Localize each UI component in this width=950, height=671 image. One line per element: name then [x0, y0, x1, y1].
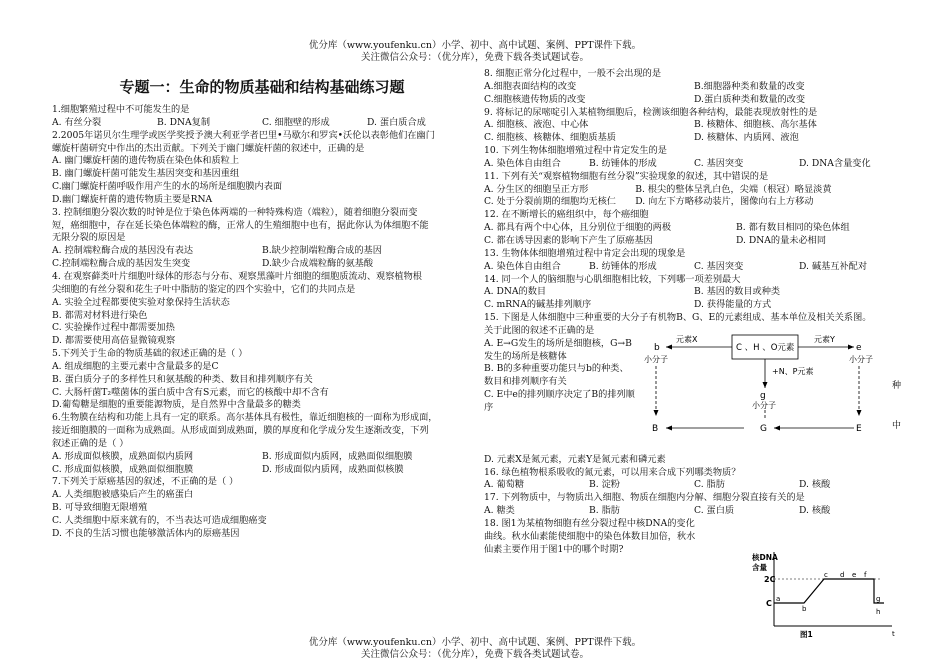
label-element-box: C 、H 、O元素 [736, 342, 795, 353]
option: A. 都具有两个中心体，且分别位于细胞的两极 [484, 222, 672, 234]
option: B. 幽门螺旋杆菌可能发生基因突变和基因重组 [52, 168, 240, 180]
option: B. 都需对材料进行染色 [52, 309, 148, 321]
q13-stem: 13. 生物体体细胞增殖过程中肯定会出现的现象是 [484, 247, 686, 259]
q3-options-row2 [52, 258, 472, 271]
arrow-head [654, 410, 659, 416]
footer-line-1: 优分库（www.youfenku.cn）小学、初中、高中试题、案例、PPT课件下载。 [308, 637, 642, 648]
q18-stem-3: 仙素主要作用于图1中的哪个时期? [484, 543, 624, 555]
option: C.细胞核遗传物质的改变 [484, 93, 586, 105]
y-tick-c: C [766, 599, 772, 608]
point-a: a [776, 595, 781, 603]
option: D.幽门螺旋杆菌的遗传物质主要是RNA [52, 193, 213, 205]
arrow-head [666, 344, 672, 349]
label-side-2: 中 [892, 420, 902, 431]
q12-stem: 12. 在不断增长的癌组织中，每个癌细胞 [484, 209, 649, 221]
option: C. mRNA的碱基排列顺序 [484, 299, 592, 311]
q8-stem: 8. 细胞正常分化过程中，一般不会出现的是 [484, 68, 662, 79]
header-line-2: 关注微信公众号：（优分库），免费下载各类试题试卷。 [360, 52, 589, 63]
q2-stem-1: 2.2005年诺贝尔生理学或医学奖授予澳大利亚学者巴里•马歇尔和罗宾•沃伦以表彰他们在幽门 [52, 129, 435, 141]
option: C. E中e的排列顺序决定了B的排列顺序 [484, 389, 635, 413]
option: C. 大肠杆菌T₂噬菌体的蛋白质中含有S元素，而它的核酸中却不含有 [52, 386, 329, 398]
option: D. 都需要使用高倍显微镜观察 [52, 335, 176, 347]
option: A. 形成面似核膜，成熟面似内质网 [52, 450, 194, 462]
option: B. 脂肪 [589, 505, 620, 517]
option: B. 纺锤体的形成 [589, 260, 657, 272]
option: A. 幽门螺旋杆菌的遗传物质在染色体和质粒上 [52, 155, 240, 167]
option: D. 不良的生活习惯也能够激活体内的原癌基因 [52, 527, 240, 539]
option: A. 实验全过程都要使实验对象保持生活状态 [52, 296, 230, 308]
q17-options [484, 505, 904, 518]
option: B. 基因的数目或种类 [694, 286, 781, 298]
option: B. 都有数目相同的染色体组 [736, 222, 850, 234]
option: C. 脂肪 [694, 479, 725, 491]
q11-options-row2 [484, 196, 904, 209]
label-small-molecule: 小分子 [849, 354, 873, 364]
option: B. B的多种重要功能只与b的种类、数目和排列顺序有关 [484, 363, 629, 388]
q6-stem-1: 6.生物膜在结构和功能上具有一定的联系。高尔基体具有极性，靠近细胞核的一面称为形成面， [52, 412, 438, 424]
option: C. 处于分裂前期的细胞均无核仁 [484, 196, 616, 208]
footer-line-2: 关注微信公众号：（优分库），免费下载各类试题试卷。 [360, 649, 589, 660]
q7-stem: 7.下列关于原癌基因的叙述，不正确的是（ ） [52, 476, 239, 488]
option: D. 形成面似内质网，成熟面似核膜 [262, 463, 404, 475]
q6-options-row1 [52, 451, 472, 464]
q8-options-row2 [484, 94, 904, 107]
option: D. 核糖体、内质网、液泡 [694, 132, 799, 144]
q14-stem: 14. 同一个人的脑细胞与心肌细胞相比较，下列哪一项差别最大 [484, 273, 741, 285]
q18-stem-1: 18. 图1为某植物细胞有丝分裂过程中核DNA的变化 [484, 517, 695, 529]
arrow-head [848, 344, 854, 349]
option: C. 基因突变 [694, 157, 744, 169]
q15-options [484, 338, 636, 415]
q10-options [484, 158, 904, 171]
option: A. 葡萄糖 [484, 479, 525, 491]
option: D. 碱基互补配对 [799, 260, 868, 272]
q5-stem: 5.下列关于生命的物质基础的叙述正确的是（ ） [52, 348, 248, 360]
label-b: b [654, 342, 660, 353]
arrow-head [857, 410, 862, 416]
q14-options-row2 [484, 299, 904, 312]
q18-stem-2: 曲线。秋水仙素能使细胞中的染色体数目加倍，秋水 [484, 530, 696, 542]
q1-options [52, 117, 472, 130]
option: A.细胞表面结构的改变 [484, 80, 577, 92]
label-small-molecule: 小分子 [752, 400, 776, 410]
q3-stem-2: 短，癌细胞中，存在延长染色体端粒的酶，正常人的生殖细胞中也有，据此你认为体细胞不能 [52, 219, 429, 231]
x-axis-label: t [892, 630, 895, 638]
point-c: c [824, 571, 828, 579]
option: A. 染色体自由组合 [484, 260, 561, 272]
option: B. 形成面似内质网，成熟面似细胞膜 [262, 450, 413, 462]
option: D. DNA的量未必相同 [736, 234, 827, 246]
option: A. E→G发生的场所是细胞核，G→B发生的场所是核糖体 [484, 337, 632, 362]
label-small-molecule: 小分子 [644, 354, 668, 364]
q3-stem-3: 无限分裂的原因是 [52, 232, 126, 244]
q6-stem-2: 接近细胞膜的一面称为成熟面。从形成面到成熟面，膜的厚度和化学成分发生逐渐改变，下列 [52, 425, 429, 437]
q9-options-row1 [484, 119, 904, 132]
arrow-head [666, 425, 672, 430]
arrow-head [774, 425, 780, 430]
label-big-g: G [760, 423, 767, 434]
q12-options-row2 [484, 235, 904, 248]
q17-stem: 17. 下列物质中，与物质出入细胞、物质在细胞内分解、细胞分裂直接有关的是 [484, 492, 805, 504]
option: C. 形成面似核膜，成熟面似细胞膜 [52, 463, 194, 475]
option: A. 人类细胞被感染后产生的癌蛋白 [52, 489, 194, 501]
q14-options-row1 [484, 286, 904, 299]
option: D. DNA含量变化 [799, 157, 871, 169]
option: B.细胞器种类和数量的改变 [694, 80, 805, 92]
option: A. 细胞核、液泡、中心体 [484, 119, 589, 131]
page-header [0, 40, 950, 64]
option: C.幽门螺旋杆菌呼吸作用产生的水的场所是细胞膜内表面 [52, 181, 283, 193]
option: D. 核酸 [799, 505, 831, 517]
q4-stem-1: 4. 在观察藓类叶片细胞叶绿体的形态与分布、观察黑藻叶片细胞的细胞质流动、观察植物根 [52, 270, 422, 282]
point-g: g [876, 595, 881, 603]
option: B. 淀粉 [589, 479, 620, 491]
page-title: 专题一：生命的物质基础和结构基础练习题 [119, 78, 405, 96]
option: B. 根尖的整体呈乳白色，尖端（根冠）略显淡黄 [635, 183, 832, 195]
q3-stem-1: 3. 控制细胞分裂次数的时钟是位于染色体两端的一种特殊构造（端粒），随着细胞分裂而变 [52, 206, 418, 218]
option: C. 基因突变 [694, 260, 744, 272]
q15-block [484, 334, 904, 428]
option: D.缺少合成端粒酶的氨基酸 [262, 258, 374, 270]
option: D. 获得能量的方式 [694, 299, 772, 311]
q3-options-row1 [52, 245, 472, 258]
option: C. 蛋白质 [694, 505, 735, 517]
label-big-b: B [652, 423, 659, 434]
option: C. 细胞核、核糖体、细胞质基质 [484, 132, 616, 144]
figure-1-graph [752, 548, 902, 640]
q6-stem-3: 叙述正确的是（ ） [52, 437, 129, 449]
q15-diagram [644, 328, 906, 428]
option: B. 纺锤体的形成 [589, 157, 657, 169]
option: A. 控制端粒酶合成的基因没有表达 [52, 245, 194, 257]
option: D.蛋白质种类和数量的改变 [694, 93, 806, 105]
option: A. DNA的数目 [484, 286, 547, 298]
q8-options-row1 [484, 81, 904, 94]
y-axis-label-2: 含量 [752, 563, 767, 572]
y-tick-2c: 2C [764, 575, 776, 584]
q15-stem-2: 关于此图的叙述不正确的是 [484, 324, 595, 336]
point-b: b [802, 605, 807, 613]
q11-stem: 11. 下列有关“观察植物细胞有丝分裂”实验现象的叙述，其中错误的是 [484, 170, 769, 182]
figure-caption: 图1 [800, 630, 813, 639]
left-column [52, 72, 472, 541]
option: C. 人类细胞中原来就有的，不当表达可造成细胞癌变 [52, 515, 267, 526]
label-big-e: E [856, 423, 862, 434]
dna-curve [774, 579, 884, 603]
label-g-small: g [760, 390, 766, 401]
q11-options-row1 [484, 184, 904, 197]
label-element-x: 元素X [676, 334, 698, 344]
option: B. DNA复制 [157, 116, 211, 128]
right-column [484, 68, 904, 556]
point-h: h [876, 608, 881, 616]
option: B. 核糖体、细胞核、高尔基体 [694, 119, 817, 131]
label-side-1: 种 [892, 380, 902, 391]
option: B. 可导致细胞无限增殖 [52, 502, 148, 514]
q10-stem: 10. 下列生物体细胞增殖过程中肯定发生的是 [484, 145, 667, 157]
option: C.控制端粒酶合成的基因发生突变 [52, 258, 191, 270]
option: A. 分生区的细胞呈正方形 [484, 183, 589, 195]
q12-options-row1 [484, 222, 904, 235]
q16-stem: 16. 绿色植物根系吸收的氮元素，可以用来合成下列哪类物质？ [484, 466, 741, 478]
option: C. 细胞壁的形成 [262, 116, 330, 128]
header-line-1: 优分库（www.youfenku.cn）小学、初中、高中试题、案例、PPT课件下载。 [308, 40, 642, 51]
label-np-elements: +N、P元素 [772, 366, 814, 376]
page-footer [0, 637, 950, 661]
q15-diagram-bottom [644, 420, 906, 442]
point-e: e [852, 571, 857, 579]
label-element-y: 元素Y [814, 334, 835, 344]
y-axis-label-1: 核DNA [752, 553, 778, 562]
q2-stem-2: 螺旋杆菌研究中作出的杰出贡献。下列关于幽门螺旋杆菌的叙述中，正确的是 [52, 142, 365, 154]
q4-stem-2: 尖细胞的有丝分裂和花生子叶中脂肪的鉴定的四个实验中，它们的共同点是 [52, 283, 356, 295]
option: A. 染色体自由组合 [484, 157, 561, 169]
point-f: f [864, 571, 867, 579]
arrow-head [763, 382, 768, 388]
option: D. 元素X是氮元素，元素Y是氮元素和磷元素 [484, 453, 666, 465]
q9-options-row2 [484, 132, 904, 145]
q13-options [484, 261, 904, 274]
q15-stem-1: 15. 下图是人体细胞中三种重要的大分子有机物B、G、E的元素组成、基本单位及相关关系图。 [484, 312, 872, 324]
q16-options [484, 479, 904, 492]
point-d: d [840, 571, 845, 579]
option: D.葡萄糖是细胞的重要能源物质，是自然界中含量最多的糖类 [52, 399, 301, 411]
label-e: e [856, 342, 862, 353]
q15-bottom [484, 420, 904, 454]
option: D. 蛋白质合成 [367, 116, 426, 128]
option: D. 向左下方略移动装片，图像向右上方移动 [635, 196, 814, 208]
option: A. 有丝分裂 [52, 116, 102, 128]
option: C. 都在诱导因素的影响下产生了原癌基因 [484, 234, 653, 246]
option: A. 组成细胞的主要元素中含量最多的是C [52, 360, 219, 372]
q6-options-row2 [52, 464, 472, 477]
option: C. 实验操作过程中都需要加热 [52, 322, 175, 334]
q1-stem: 1.细胞繁殖过程中不可能发生的是 [52, 104, 190, 115]
option: A. 糖类 [484, 505, 515, 517]
option: B.缺少控制端粒酶合成的基因 [262, 245, 382, 257]
option: D. 核酸 [799, 479, 831, 491]
option: B. 蛋白质分子的多样性只和氨基酸的种类、数目和排列顺序有关 [52, 373, 313, 385]
q9-stem: 9. 将标记的尿嘧啶引入某植物细胞后，检测该细胞各种结构，最能表现放射性的是 [484, 106, 818, 118]
